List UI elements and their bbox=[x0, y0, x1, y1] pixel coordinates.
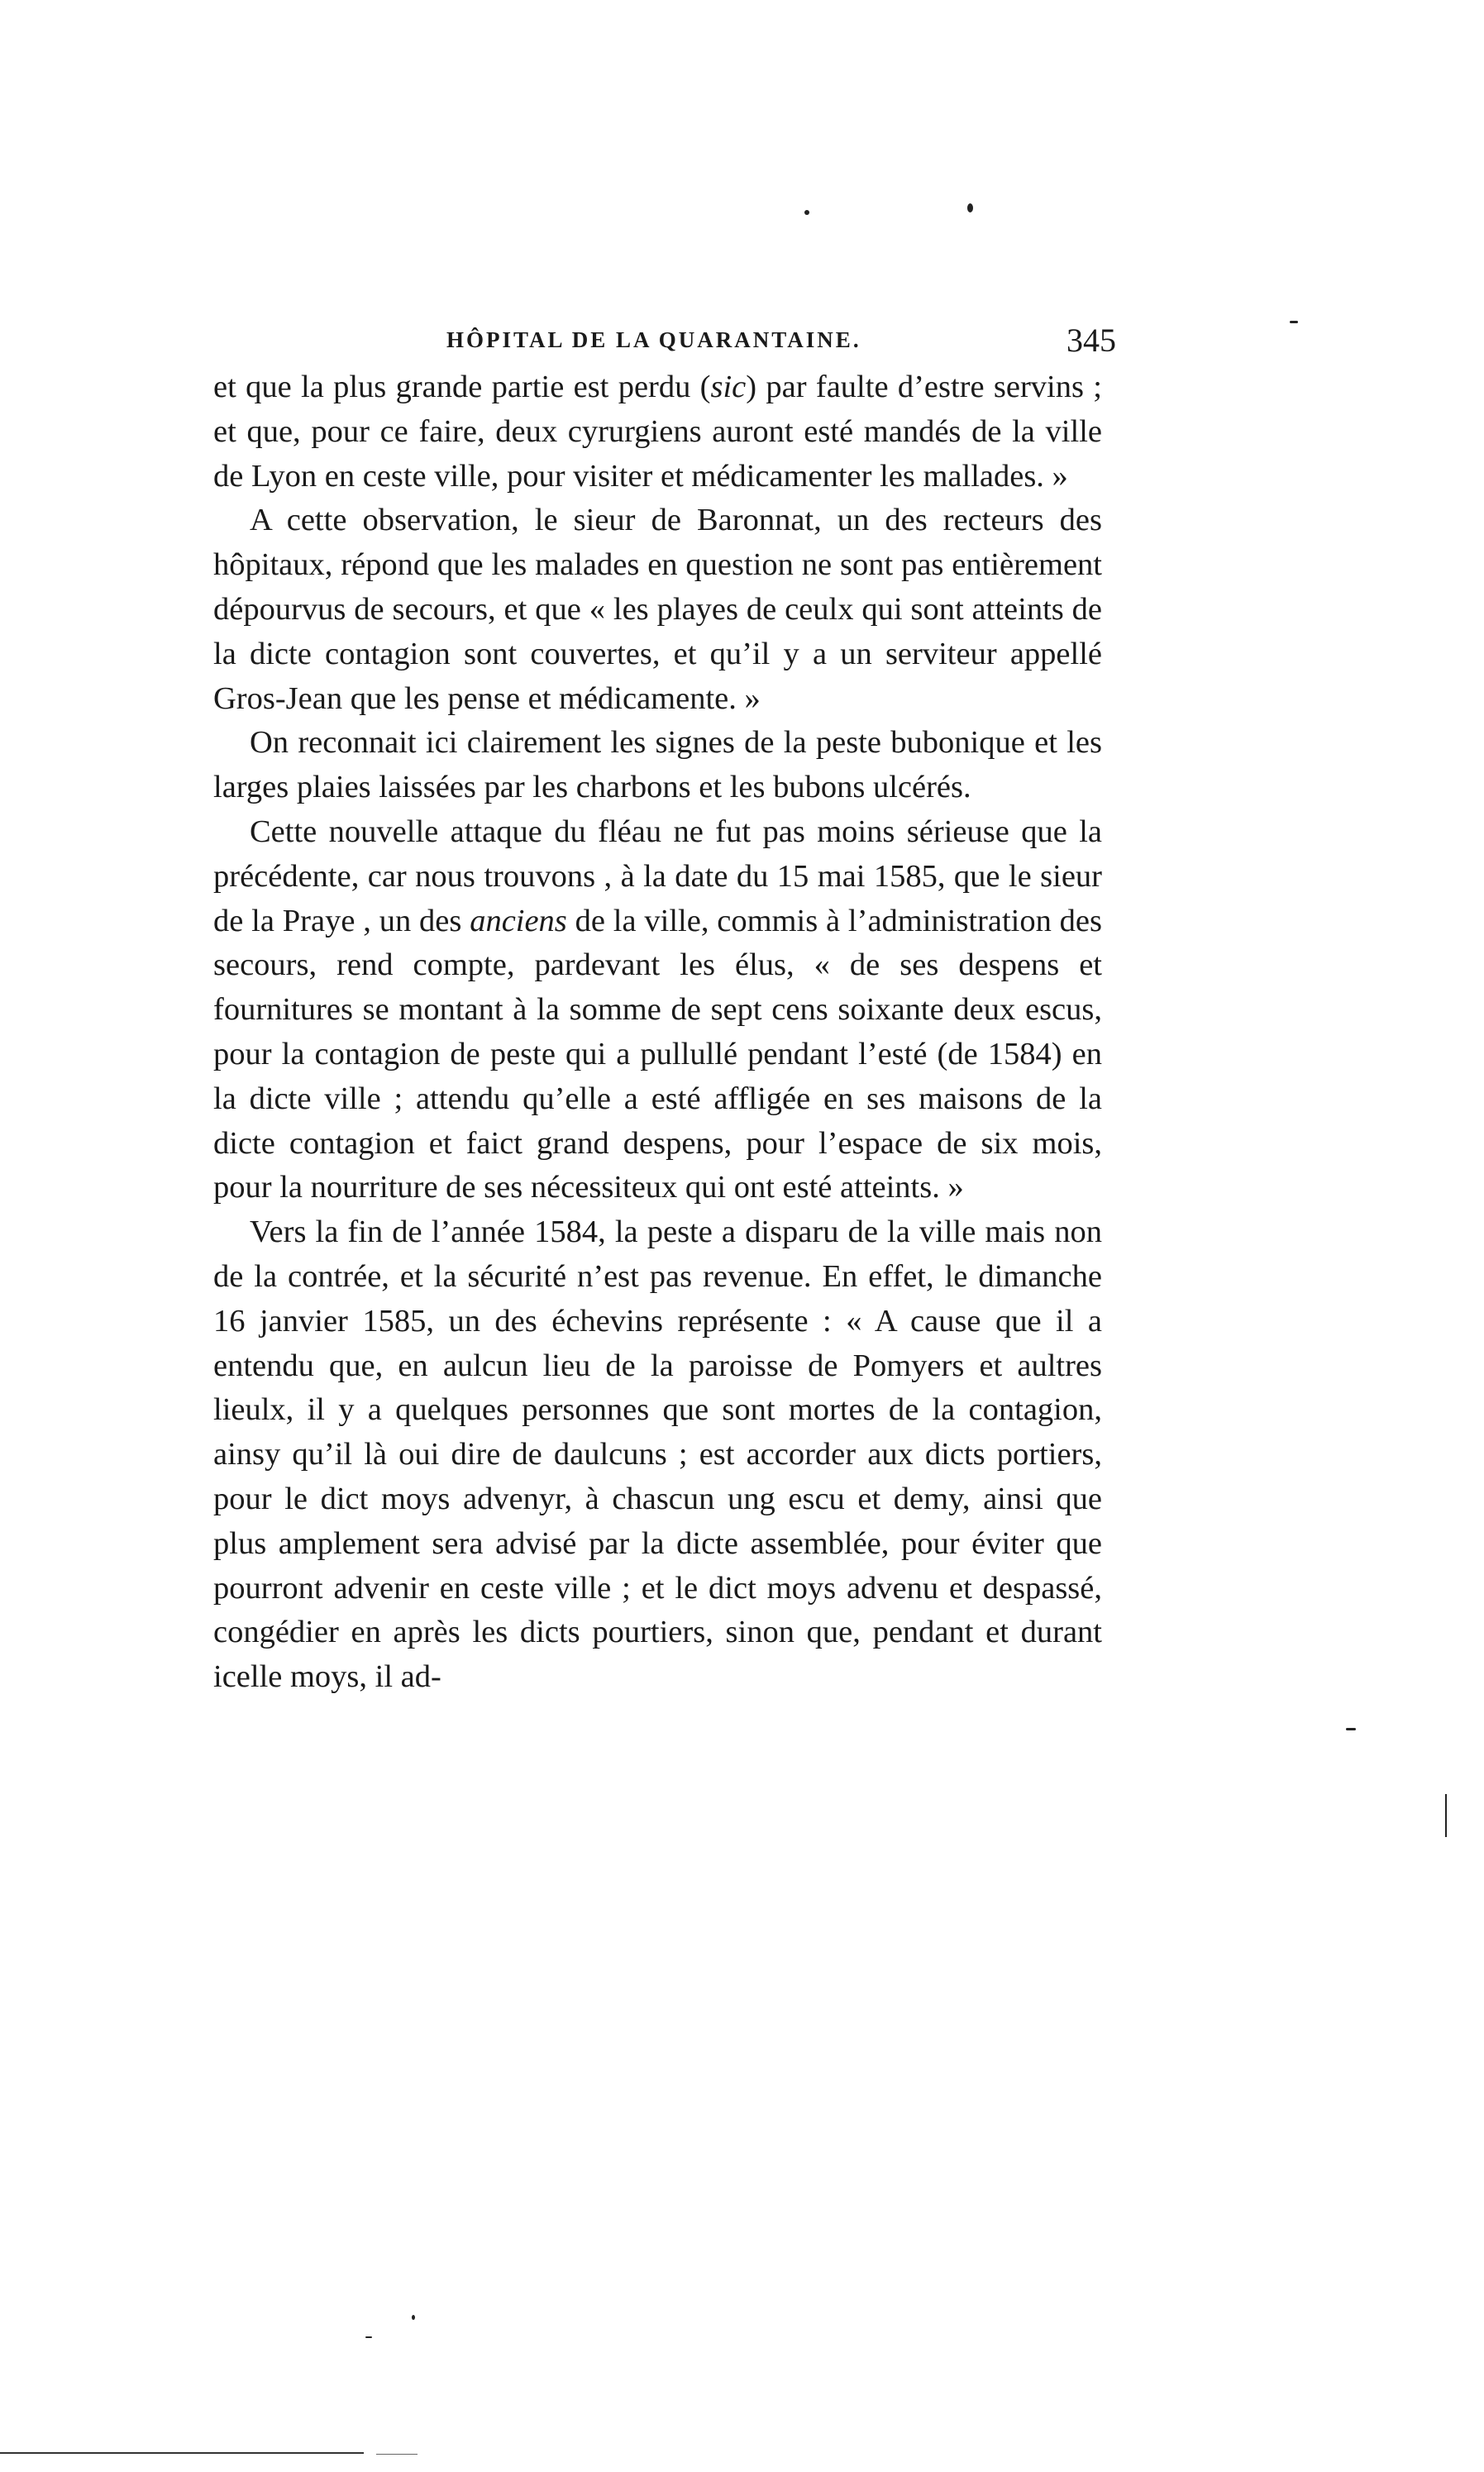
paragraph bbox=[213, 721, 1102, 810]
page-number: 345 bbox=[1066, 322, 1116, 359]
body-text bbox=[213, 365, 1102, 1700]
text-segment: A cette observation, le sieur de Baronnat, un des recteurs des hôpitaux, répond que les malades en question ne sont pas entièrement dépourvus de secours, et que « les playes de ceulx qui sont atteints de la dicte contagion sont couvertes, et qu’il y a un serviteur appellé Gros-Jean que les pense et médicamente. » bbox=[213, 503, 1102, 716]
text-segment: de la ville, commis à l’administration des secours, rend compte, pardevant les élus, « de ses despens et fournitures se montant à la somme de sept cens soixante deux escus, pour la contagion de peste qui a pullullé pendant l’esté (de 1584) en la dicte ville ; attendu qu’elle a esté affligée en ses maisons de la dicte contagion et faict grand despens, pour l’espace de six mois, pour la nourriture de ses nécessiteux qui ont esté atteints. » bbox=[213, 903, 1102, 1205]
paragraph bbox=[213, 499, 1102, 721]
text-segment: On reconnait ici clairement les signes de la peste bubonique et les larges plaies laissées par les charbons et les bubons ulcérés. bbox=[213, 725, 1102, 805]
scan-speck bbox=[1346, 1728, 1356, 1730]
scan-speck bbox=[365, 2336, 372, 2338]
text-segment: Vers la fin de l’année 1584, la peste a disparu de la ville mais non de la contrée, et la sécurité n’est pas revenue. En effet, le dimanche 16 janvier 1585, un des échevins représente : « A cause que il a entendu que, en aulcun lieu de la paroisse de Pomyers et aultres lieulx, il y a quelques personnes que sont mortes de la contagion, ainsy qu’il là oui dire de daulcuns ; est accorder aux dicts portiers, pour le dict moys advenyr, à chascun ung escu et demy, ainsi que plus amplement sera advisé par la dicte assemblée, pour éviter que pourront advenir en ceste ville ; et le dict moys advenu et despassé, congédier en après les dicts pourtiers, sinon que, pendant et durant icelle moys, il ad- bbox=[213, 1215, 1102, 1695]
paragraph bbox=[213, 1210, 1102, 1700]
scan-speck bbox=[1445, 1794, 1447, 1837]
scan-speck bbox=[804, 210, 809, 215]
italic-text: anciens bbox=[470, 903, 567, 938]
running-title: HÔPITAL DE LA QUARANTAINE. bbox=[446, 327, 861, 352]
paragraph bbox=[213, 365, 1102, 499]
scan-speck bbox=[412, 2315, 415, 2320]
scan-speck bbox=[1290, 321, 1298, 323]
italic-text: sic bbox=[710, 370, 747, 404]
bottom-scan-edge bbox=[0, 2452, 364, 2454]
text-segment: ) par faulte d’estre servins ; et que, pour ce faire, deux cyrurgiens auront esté mandés de la ville de Lyon en ceste ville, pour visiter et médicamenter les mallades. » bbox=[213, 370, 1102, 494]
text-segment: Cette nouvelle attaque du fléau ne fut pas moins sérieuse que la précédente, car nous trouvons , à la date du 15 mai 1585, que le sieur de la Praye , un des bbox=[213, 814, 1102, 938]
page-header bbox=[446, 321, 1116, 362]
bottom-scan-edge bbox=[376, 2454, 418, 2455]
paragraph bbox=[213, 810, 1102, 1210]
scan-speck bbox=[967, 203, 973, 212]
text-segment: et que la plus grande partie est perdu ( bbox=[213, 370, 711, 404]
